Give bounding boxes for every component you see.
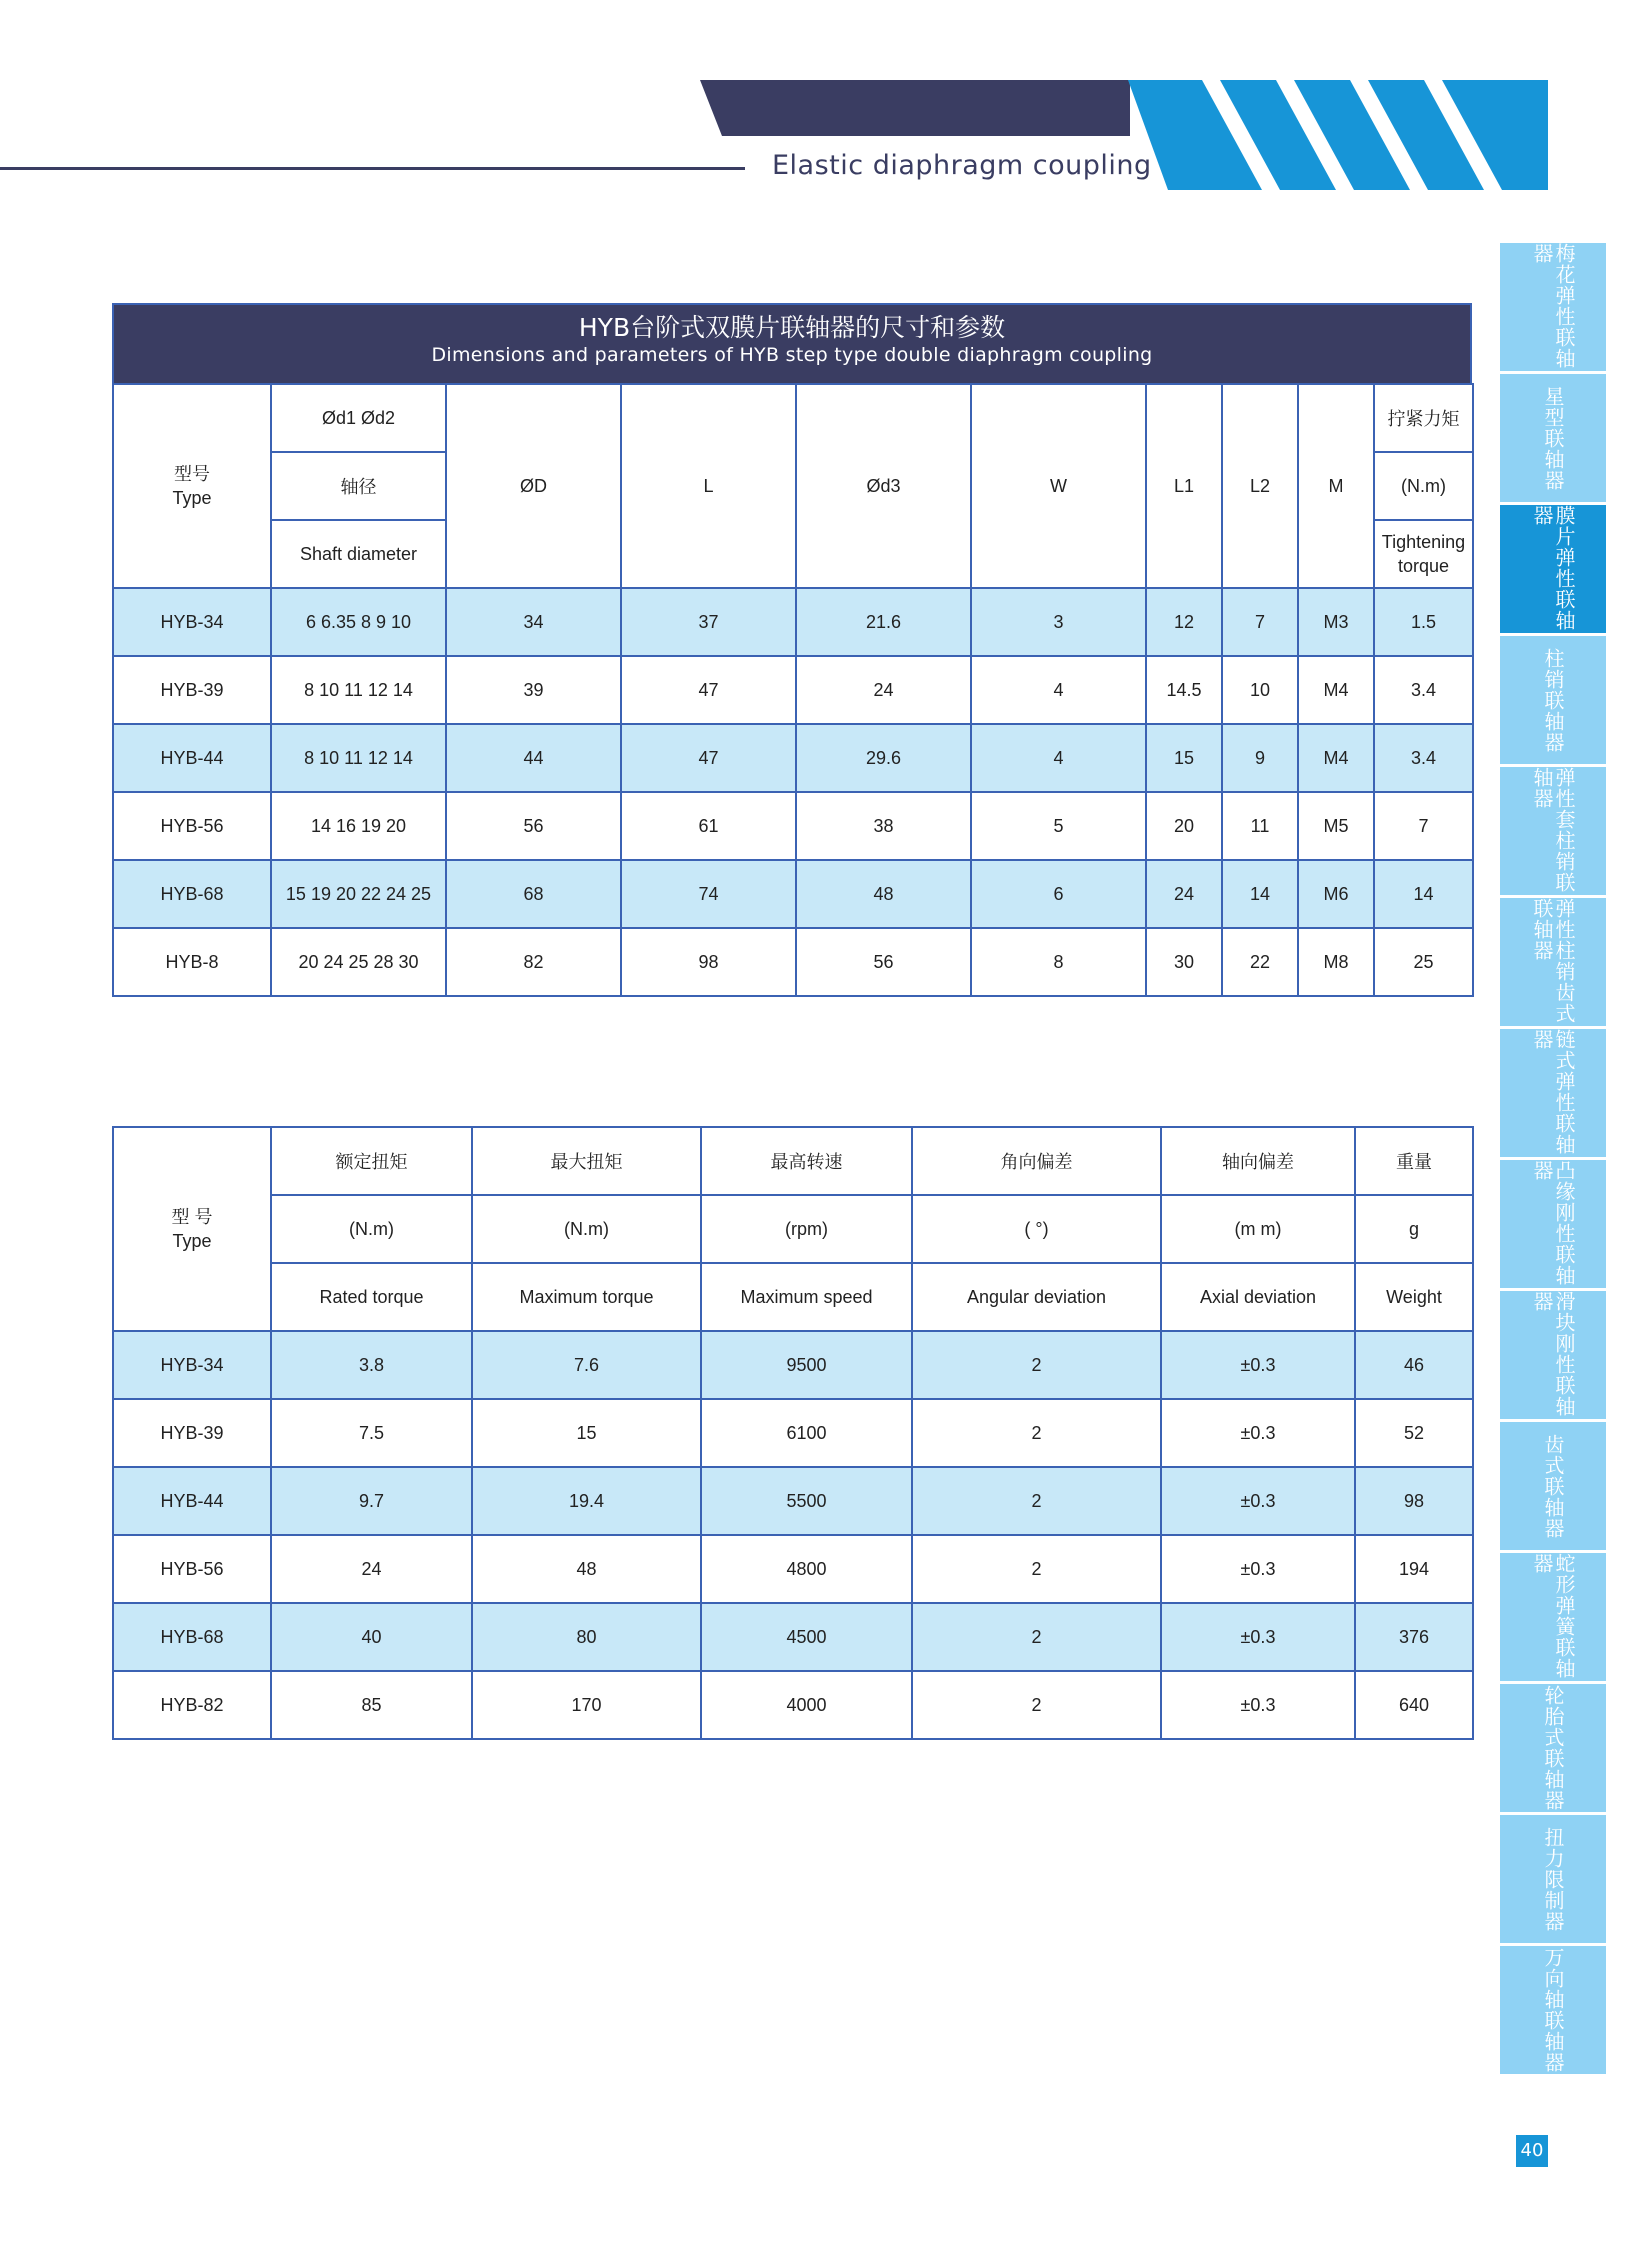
page-number: 40 bbox=[1516, 2135, 1548, 2167]
header-rated-torque-en: Rated torque bbox=[271, 1263, 472, 1331]
header-axial-en: Axial deviation bbox=[1161, 1263, 1355, 1331]
L-cell: 47 bbox=[621, 656, 796, 724]
weight-cell: 194 bbox=[1355, 1535, 1473, 1603]
side-tab-label: 星型联轴器 bbox=[1541, 385, 1565, 491]
type-cell: HYB-68 bbox=[113, 860, 271, 928]
table-row bbox=[113, 1671, 1473, 1739]
angular-deviation-cell: 2 bbox=[912, 1467, 1161, 1535]
shaft-diameter-cell: 8 10 11 12 14 bbox=[271, 724, 446, 792]
header-weight-cn: 重量 bbox=[1355, 1127, 1473, 1195]
W-cell: 4 bbox=[971, 724, 1146, 792]
type-cell: HYB-44 bbox=[113, 724, 271, 792]
side-tab-label: 弹性套柱销联轴器 bbox=[1530, 767, 1576, 893]
side-tab-label: 凸缘刚性联轴器 bbox=[1530, 1160, 1576, 1286]
d3-cell: 38 bbox=[796, 792, 971, 860]
W-cell: 6 bbox=[971, 860, 1146, 928]
shaft-diameter-cell: 15 19 20 22 24 25 bbox=[271, 860, 446, 928]
type-cell: HYB-56 bbox=[113, 792, 271, 860]
L1-cell: 14.5 bbox=[1146, 656, 1222, 724]
header-L1: L1 bbox=[1146, 384, 1222, 588]
tightening-torque-cell: 1.5 bbox=[1374, 588, 1473, 656]
d3-cell: 48 bbox=[796, 860, 971, 928]
max-speed-cell: 4000 bbox=[701, 1671, 912, 1739]
d3-cell: 21.6 bbox=[796, 588, 971, 656]
M-cell: M5 bbox=[1298, 792, 1374, 860]
L-cell: 47 bbox=[621, 724, 796, 792]
shaft-diameter-cell: 6 6.35 8 9 10 bbox=[271, 588, 446, 656]
L2-cell: 14 bbox=[1222, 860, 1298, 928]
side-tab-label: 齿式联轴器 bbox=[1541, 1433, 1565, 1539]
type-cell: HYB-39 bbox=[113, 656, 271, 724]
header-angular-cn: 角向偏差 bbox=[912, 1127, 1161, 1195]
tightening-torque-cell: 3.4 bbox=[1374, 724, 1473, 792]
side-tab-label: 膜片弹性联轴器 bbox=[1530, 505, 1576, 631]
max-speed-cell: 4500 bbox=[701, 1603, 912, 1671]
W-cell: 4 bbox=[971, 656, 1146, 724]
table-title-cn: HYB台阶式双膜片联轴器的尺寸和参数 bbox=[578, 313, 1006, 342]
L1-cell: 24 bbox=[1146, 860, 1222, 928]
D-cell: 68 bbox=[446, 860, 621, 928]
side-tab-label: 扭力限制器 bbox=[1541, 1826, 1565, 1932]
axial-deviation-cell: ±0.3 bbox=[1161, 1399, 1355, 1467]
table-row bbox=[113, 724, 1473, 792]
M-cell: M8 bbox=[1298, 928, 1374, 996]
header-shaft-cn: 轴径 bbox=[271, 452, 446, 520]
shaft-diameter-cell: 14 16 19 20 bbox=[271, 792, 446, 860]
tightening-torque-cell: 25 bbox=[1374, 928, 1473, 996]
axial-deviation-cell: ±0.3 bbox=[1161, 1671, 1355, 1739]
side-tab-4[interactable] bbox=[1500, 767, 1606, 895]
axial-deviation-cell: ±0.3 bbox=[1161, 1603, 1355, 1671]
L-cell: 37 bbox=[621, 588, 796, 656]
header-title: Elastic diaphragm coupling bbox=[772, 150, 1152, 181]
tightening-torque-cell: 3.4 bbox=[1374, 656, 1473, 724]
side-tab-10[interactable] bbox=[1500, 1553, 1606, 1681]
max-speed-cell: 6100 bbox=[701, 1399, 912, 1467]
weight-cell: 46 bbox=[1355, 1331, 1473, 1399]
weight-cell: 98 bbox=[1355, 1467, 1473, 1535]
header-rule bbox=[0, 167, 745, 170]
header-angular-unit: ( °) bbox=[912, 1195, 1161, 1263]
side-tab-11[interactable] bbox=[1500, 1684, 1606, 1812]
side-tab-8[interactable] bbox=[1500, 1291, 1606, 1419]
D-cell: 82 bbox=[446, 928, 621, 996]
side-tab-0[interactable] bbox=[1500, 243, 1606, 371]
table-row bbox=[113, 656, 1473, 724]
max-torque-cell: 80 bbox=[472, 1603, 701, 1671]
weight-cell: 376 bbox=[1355, 1603, 1473, 1671]
header-torque-unit: (N.m) bbox=[1374, 452, 1473, 520]
D-cell: 44 bbox=[446, 724, 621, 792]
header-angular-en: Angular deviation bbox=[912, 1263, 1161, 1331]
header-rated-torque-cn: 额定扭矩 bbox=[271, 1127, 472, 1195]
header-max-speed-en: Maximum speed bbox=[701, 1263, 912, 1331]
side-tab-label: 梅花弹性联轴器 bbox=[1530, 243, 1576, 369]
rated-torque-cell: 9.7 bbox=[271, 1467, 472, 1535]
table-row bbox=[113, 928, 1473, 996]
header-max-speed-cn: 最高转速 bbox=[701, 1127, 912, 1195]
L2-cell: 9 bbox=[1222, 724, 1298, 792]
max-torque-cell: 48 bbox=[472, 1535, 701, 1603]
W-cell: 8 bbox=[971, 928, 1146, 996]
performance-table bbox=[112, 1126, 1472, 1740]
table-row bbox=[113, 1535, 1473, 1603]
weight-cell: 52 bbox=[1355, 1399, 1473, 1467]
rated-torque-cell: 7.5 bbox=[271, 1399, 472, 1467]
header-d3: Ød3 bbox=[796, 384, 971, 588]
max-torque-cell: 15 bbox=[472, 1399, 701, 1467]
header-shaft-symbol: Ød1 Ød2 bbox=[271, 384, 446, 452]
side-tab-6[interactable] bbox=[1500, 1029, 1606, 1157]
side-tab-label: 滑块刚性联轴器 bbox=[1530, 1291, 1576, 1417]
L-cell: 98 bbox=[621, 928, 796, 996]
M-cell: M3 bbox=[1298, 588, 1374, 656]
axial-deviation-cell: ±0.3 bbox=[1161, 1331, 1355, 1399]
side-tab-2[interactable] bbox=[1500, 505, 1606, 633]
L-cell: 74 bbox=[621, 860, 796, 928]
side-tab-5[interactable] bbox=[1500, 898, 1606, 1026]
type-cell: HYB-34 bbox=[113, 588, 271, 656]
D-cell: 34 bbox=[446, 588, 621, 656]
rated-torque-cell: 3.8 bbox=[271, 1331, 472, 1399]
table-row bbox=[113, 860, 1473, 928]
side-tab-label: 链式弹性联轴器 bbox=[1530, 1029, 1576, 1155]
type-cell: HYB-68 bbox=[113, 1603, 271, 1671]
side-tab-9[interactable] bbox=[1500, 1422, 1606, 1550]
M-cell: M4 bbox=[1298, 724, 1374, 792]
side-tab-label: 柱销联轴器 bbox=[1541, 647, 1565, 753]
header-max-torque-unit: (N.m) bbox=[472, 1195, 701, 1263]
max-speed-cell: 4800 bbox=[701, 1535, 912, 1603]
L1-cell: 15 bbox=[1146, 724, 1222, 792]
header-L2: L2 bbox=[1222, 384, 1298, 588]
rated-torque-cell: 24 bbox=[271, 1535, 472, 1603]
L1-cell: 30 bbox=[1146, 928, 1222, 996]
tightening-torque-cell: 7 bbox=[1374, 792, 1473, 860]
side-tab-3[interactable] bbox=[1500, 636, 1606, 764]
header-shaft-en: Shaft diameter bbox=[271, 520, 446, 588]
side-tab-label: 轮胎式联轴器 bbox=[1541, 1685, 1565, 1811]
type-cell: HYB-56 bbox=[113, 1535, 271, 1603]
L2-cell: 10 bbox=[1222, 656, 1298, 724]
tightening-torque-cell: 14 bbox=[1374, 860, 1473, 928]
header-weight-unit: g bbox=[1355, 1195, 1473, 1263]
L2-cell: 22 bbox=[1222, 928, 1298, 996]
side-tab-13[interactable] bbox=[1500, 1946, 1606, 2074]
dimensions-table bbox=[112, 303, 1472, 997]
shaft-diameter-cell: 20 24 25 28 30 bbox=[271, 928, 446, 996]
angular-deviation-cell: 2 bbox=[912, 1399, 1161, 1467]
D-cell: 39 bbox=[446, 656, 621, 724]
W-cell: 5 bbox=[971, 792, 1146, 860]
header-max-speed-unit: (rpm) bbox=[701, 1195, 912, 1263]
header-torque-cn: 拧紧力矩 bbox=[1374, 384, 1473, 452]
side-tab-12[interactable] bbox=[1500, 1815, 1606, 1943]
max-speed-cell: 5500 bbox=[701, 1467, 912, 1535]
side-tab-7[interactable] bbox=[1500, 1160, 1606, 1288]
table-row bbox=[113, 1399, 1473, 1467]
d3-cell: 24 bbox=[796, 656, 971, 724]
side-tab-label: 万向轴联轴器 bbox=[1541, 1947, 1565, 2073]
angular-deviation-cell: 2 bbox=[912, 1671, 1161, 1739]
angular-deviation-cell: 2 bbox=[912, 1535, 1161, 1603]
table-title-en: Dimensions and parameters of HYB step type double diaphragm coupling bbox=[431, 344, 1153, 366]
table-row bbox=[113, 792, 1473, 860]
D-cell: 56 bbox=[446, 792, 621, 860]
L1-cell: 20 bbox=[1146, 792, 1222, 860]
L2-cell: 7 bbox=[1222, 588, 1298, 656]
rated-torque-cell: 40 bbox=[271, 1603, 472, 1671]
dimensions-table-title bbox=[112, 303, 1472, 383]
header-D: ØD bbox=[446, 384, 621, 588]
W-cell: 3 bbox=[971, 588, 1146, 656]
table-row bbox=[113, 588, 1473, 656]
header-W: W bbox=[971, 384, 1146, 588]
angular-deviation-cell: 2 bbox=[912, 1331, 1161, 1399]
rated-torque-cell: 85 bbox=[271, 1671, 472, 1739]
angular-deviation-cell: 2 bbox=[912, 1603, 1161, 1671]
weight-cell: 640 bbox=[1355, 1671, 1473, 1739]
d3-cell: 29.6 bbox=[796, 724, 971, 792]
side-nav bbox=[1500, 243, 1606, 2077]
M-cell: M6 bbox=[1298, 860, 1374, 928]
header-type: 型号 Type bbox=[113, 384, 271, 588]
side-tab-label: 弹性柱销齿式联轴器 bbox=[1530, 898, 1576, 1024]
header-axial-unit: (m m) bbox=[1161, 1195, 1355, 1263]
type-cell: HYB-44 bbox=[113, 1467, 271, 1535]
M-cell: M4 bbox=[1298, 656, 1374, 724]
type-cell: HYB-82 bbox=[113, 1671, 271, 1739]
type-cell: HYB-39 bbox=[113, 1399, 271, 1467]
max-torque-cell: 170 bbox=[472, 1671, 701, 1739]
header-max-torque-en: Maximum torque bbox=[472, 1263, 701, 1331]
type-cell: HYB-34 bbox=[113, 1331, 271, 1399]
header-max-torque-cn: 最大扭矩 bbox=[472, 1127, 701, 1195]
header-weight-en: Weight bbox=[1355, 1263, 1473, 1331]
header-L: L bbox=[621, 384, 796, 588]
axial-deviation-cell: ±0.3 bbox=[1161, 1535, 1355, 1603]
side-tab-label: 蛇形弹簧联轴器 bbox=[1530, 1553, 1576, 1679]
side-tab-1[interactable] bbox=[1500, 374, 1606, 502]
table-row bbox=[113, 1331, 1473, 1399]
L2-cell: 11 bbox=[1222, 792, 1298, 860]
type-cell: HYB-8 bbox=[113, 928, 271, 996]
header-torque-en: Tightening torque bbox=[1374, 520, 1473, 588]
max-torque-cell: 7.6 bbox=[472, 1331, 701, 1399]
header-type: 型 号 Type bbox=[113, 1127, 271, 1331]
table-row bbox=[113, 1467, 1473, 1535]
L1-cell: 12 bbox=[1146, 588, 1222, 656]
max-torque-cell: 19.4 bbox=[472, 1467, 701, 1535]
L-cell: 61 bbox=[621, 792, 796, 860]
shaft-diameter-cell: 8 10 11 12 14 bbox=[271, 656, 446, 724]
header-M: M bbox=[1298, 384, 1374, 588]
axial-deviation-cell: ±0.3 bbox=[1161, 1467, 1355, 1535]
header-rated-torque-unit: (N.m) bbox=[271, 1195, 472, 1263]
table-row bbox=[113, 1603, 1473, 1671]
max-speed-cell: 9500 bbox=[701, 1331, 912, 1399]
d3-cell: 56 bbox=[796, 928, 971, 996]
header-axial-cn: 轴向偏差 bbox=[1161, 1127, 1355, 1195]
